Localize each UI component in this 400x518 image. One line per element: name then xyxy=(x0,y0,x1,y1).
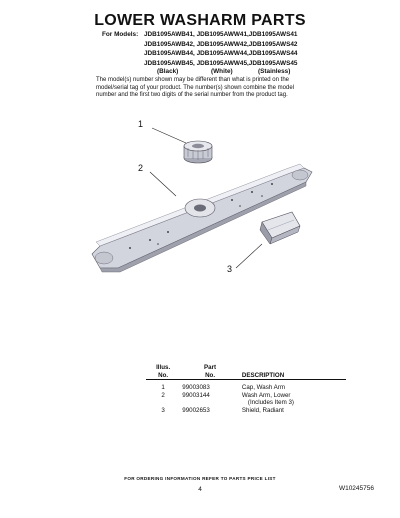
table-row xyxy=(146,380,346,392)
part-number: 99003083 xyxy=(182,384,210,392)
table-row xyxy=(146,392,346,407)
callout-2: 2 xyxy=(138,163,144,173)
header-part: Part No. xyxy=(204,364,217,379)
part-description: Wash Arm, Lower (Includes Item 3) xyxy=(240,392,346,407)
model-note: The model(s) number shown may be different than what is printed on the model/serial tag of your product. The number(s) shown combine the model number and the first two digits of the serial number from the product tag. xyxy=(96,77,294,99)
model-line: JDB1095AWB45, JDB1095AWW45,JDB1095AWS45 xyxy=(144,59,298,67)
page-title: LOWER WASHARM PARTS xyxy=(94,12,306,29)
model-line: JDB1095AWB42, JDB1095AWW42,JDB1095AWS42 xyxy=(144,40,298,48)
page-number: 4 xyxy=(198,486,202,493)
part-number: 99003144 xyxy=(182,391,210,399)
header-description: DESCRIPTION xyxy=(241,371,285,379)
models-label: For Models: xyxy=(102,31,139,38)
document-number: W10245756 xyxy=(338,485,374,492)
callout-3: 3 xyxy=(227,264,233,274)
ordering-footer: FOR ORDERING INFORMATION REFER TO PARTS PRICE LIST xyxy=(124,476,276,481)
wash-arm-cap xyxy=(184,141,212,163)
model-line: JDB1095AWB41, JDB1095AWW41,JDB1095AWS41 xyxy=(144,31,298,38)
parts-table xyxy=(146,364,346,415)
parts-table-header xyxy=(146,364,346,380)
callout-1: 1 xyxy=(138,119,144,129)
color-black: (Black) xyxy=(157,68,179,75)
illus-number: 3 xyxy=(161,406,165,414)
illus-number: 1 xyxy=(161,384,165,392)
radiant-shield xyxy=(260,212,300,244)
part-description: Cap, Wash Arm xyxy=(241,384,285,392)
table-row xyxy=(146,407,346,415)
part-note: (Includes Item 3) xyxy=(247,399,294,407)
model-line: JDB1095AWB44, JDB1095AWW44,JDB1095AWS44 xyxy=(144,50,298,58)
part-description: Shield, Radiant xyxy=(241,406,284,414)
header-illus: Illus. No. xyxy=(156,364,171,379)
color-white: (White) xyxy=(211,68,233,75)
illus-number: 2 xyxy=(161,391,165,399)
color-stainless: (Stainless) xyxy=(258,68,291,75)
part-number: 99002653 xyxy=(182,406,210,414)
